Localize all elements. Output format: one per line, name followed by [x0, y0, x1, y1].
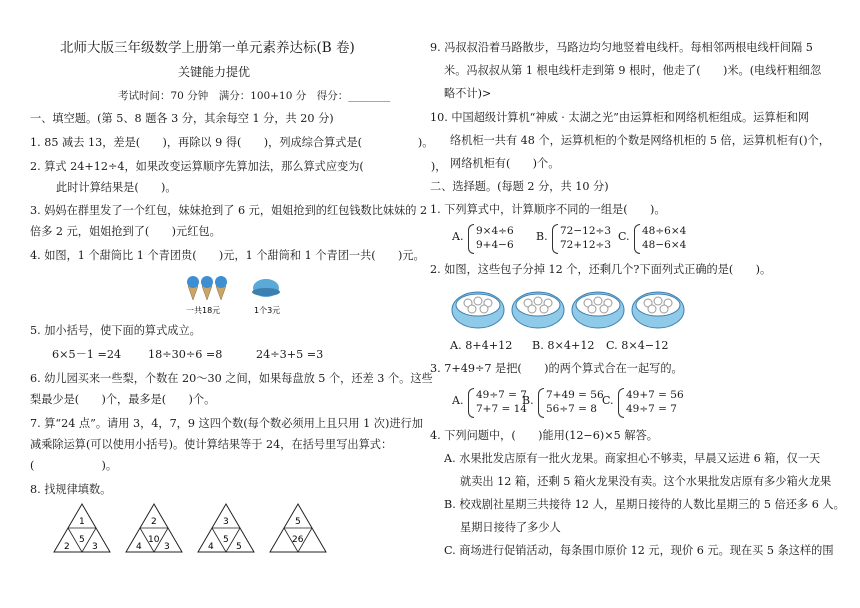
section2-heading: 二、选择题。(每题 2 分，共 10 分) [430, 180, 609, 193]
question-10-line2: 络机柜一共有 48 个，运算机柜的个数是网络机柜的 5 倍，运算机柜有()个， [450, 134, 830, 147]
c4-option-a-line1: A. 水果批发店原有一批火龙果。商家担心不够卖，早晨又运进 6 箱，仅一天 [444, 452, 821, 465]
c3-a-top: 49÷7 = 7 [476, 389, 527, 401]
icecream-caption: 一共18元 [186, 306, 221, 315]
c1-option-c-brace [634, 224, 640, 254]
question-5: 5. 加小括号，使下面的算式成立。 [30, 324, 201, 337]
question-4: 4. 如图，1 个甜筒比 1 个青团贵( )元，1 个甜筒和 1 个青团一共( )元。 [30, 249, 425, 262]
question-3-line1: 3. 妈妈在群里发了一个红包，妹妹抢到了 6 元，姐姐抢到的红包钱数比妹妹的 2 [30, 204, 428, 217]
tri3-right: 5 [236, 542, 242, 552]
tri4-top: 5 [295, 517, 301, 527]
q5-expr-3: 24÷3+5 =3 [256, 348, 324, 361]
question-3-line2: 倍多 2 元，姐姐抢到了( )元红包。 [30, 225, 221, 238]
c1-option-b-brace [552, 224, 558, 254]
triangle-pattern-figure [50, 502, 340, 554]
question-2-line2: 此时计算结果是( )。 [56, 181, 177, 194]
question-1: 1. 85 减去 13，差是( )，再除以 9 得( )，列成综合算式是( )。 [30, 136, 434, 149]
c3-option-a-brace [468, 388, 474, 418]
bun-basket-icon [512, 292, 564, 328]
tri1-top: 1 [79, 517, 85, 527]
c3-option-a-exprs [476, 388, 527, 416]
qingtuan-icon [252, 279, 280, 297]
c3-c-top: 49+7 = 56 [626, 389, 684, 401]
section1-heading: 一、填空题。(第 5、8 题各 3 分，其余每空 1 分，共 20 分) [30, 112, 334, 125]
c1-option-a-brace [468, 224, 474, 254]
bun-basket-icon [572, 292, 624, 328]
c4-option-c-line1: C. 商场进行促销活动，每条围巾原价 12 元，现价 6 元。现在买 5 条这样的围 [444, 544, 834, 557]
c1-c-bottom: 48−6×4 [642, 239, 687, 251]
bun-basket-icon [632, 292, 684, 328]
tri3-top: 3 [223, 517, 229, 527]
c3-option-a-label: A. [452, 394, 464, 407]
c2-option-b: B. 8×4+12 [532, 339, 595, 352]
c4-option-a-line2: 就卖出 12 箱，还剩 5 箱火龙果没有卖。这个水果批发店原有多少箱火龙果 [460, 475, 832, 488]
question-7-line3: ( )。 [30, 459, 118, 472]
question-6-line2: 梨最少是( )个，最多是( )个。 [30, 393, 216, 406]
question-10-line3: 网络机柜有( )个。 [450, 157, 560, 170]
tri2-center: 10 [148, 535, 160, 545]
c3-option-b-label: B. [522, 394, 534, 407]
triangle-4 [270, 504, 326, 552]
q5-expr-1: 6×5－1 =24 [52, 348, 122, 361]
c4-option-b-line1: B. 校戏剧社星期三共接待 12 人，星期日接待的人数比星期三的 5 倍还多 6 人。 [444, 498, 845, 511]
c3-b-bottom: 56÷7 = 8 [546, 403, 597, 415]
bun-basket-icon [452, 292, 504, 328]
c3-option-b-brace [538, 388, 544, 418]
c4-option-b-line2: 星期日接待了多少人 [460, 521, 561, 534]
bun-baskets-figure [450, 288, 690, 330]
c3-option-b-exprs [546, 388, 604, 416]
c1-b-bottom: 72+12÷3 [560, 239, 611, 251]
c3-option-c-label: C. [602, 394, 614, 407]
c2-option-a: A. 8+4+12 [450, 339, 513, 352]
c1-a-bottom: 9+4−6 [476, 239, 514, 251]
icecream-figure [180, 268, 290, 316]
c3-option-c-brace [618, 388, 624, 418]
tri2-right: 3 [164, 542, 170, 552]
choice-1: 1. 下列算式中，计算顺序不同的一组是( )。 [430, 203, 666, 216]
c3-a-bottom: 7+7 = 14 [476, 403, 527, 415]
c1-option-c-exprs [642, 224, 686, 252]
c3-b-top: 7+49 = 56 [546, 389, 604, 401]
triangle-1 [54, 504, 110, 552]
triangle-3 [198, 504, 254, 552]
qingtuan-caption: 1个3元 [254, 306, 281, 315]
page-title: 北师大版三年级数学上册第一单元素养达标(B 卷) [60, 40, 355, 56]
triangle-2 [126, 504, 182, 552]
c1-option-a-exprs [476, 224, 514, 252]
c1-c-top: 48÷6×4 [642, 225, 687, 237]
question-9-line2: 米。冯叔叔从第 1 根电线杆走到第 9 根时，他走了( )米。(电线杆粗细忽 [444, 64, 822, 77]
question-7-line2: 减乘除运算(可以使用小括号)。使计算结果等于 24，在括号里写出算式： [30, 438, 393, 451]
choice-4: 4. 下列问题中，( )能用(12−6)×5 解答。 [430, 429, 658, 442]
c1-option-c-label: C. [618, 230, 630, 243]
c3-c-bottom: 49÷7 = 7 [626, 403, 677, 415]
icecream-cone-icon [187, 276, 227, 300]
tri2-top: 2 [151, 517, 157, 527]
tri1-right: 3 [92, 542, 98, 552]
choice-2: 2. 如图，这些包子分掉 12 个，还剩几个?下面列式正确的是( )。 [430, 263, 772, 276]
tri4-center: 26 [292, 535, 304, 545]
question-8: 8. 找规律填数。 [30, 483, 112, 496]
c1-b-top: 72−12÷3 [560, 225, 611, 237]
choice-3: 3. 7+49÷7 是把( )的两个算式合在一起写的。 [430, 362, 683, 375]
c3-option-c-exprs [626, 388, 684, 416]
c1-option-b-label: B. [536, 230, 548, 243]
question-7-line1: 7. 算“24 点”。请用 3，4，7，9 这四个数(每个数必须用上且只用 1 次)进行加 [30, 417, 423, 430]
tri2-left: 4 [136, 542, 142, 552]
c2-option-c: C. 8×4−12 [606, 339, 669, 352]
question-9-line1: 9. 冯叔叔沿着马路散步，马路边均匀地竖着电线杆。每相邻两根电线杆间隔 5 [430, 41, 813, 54]
question-6-line1: 6. 幼儿园买来一些梨，个数在 20～30 之间，如果每盘放 5 个，还差 3 个。这些 [30, 372, 433, 385]
tri1-center: 5 [79, 535, 85, 545]
question-2-line1: 2. 算式 24+12÷4，如果改变运算顺序先算加法，那么算式应变为( )， [30, 160, 447, 173]
q5-expr-2: 18÷30÷6 =8 [148, 348, 223, 361]
tri3-center: 5 [223, 535, 229, 545]
exam-meta: 考试时间：70 分钟 满分：100+10 分 得分：________ [118, 90, 391, 102]
c1-option-a-label: A. [452, 230, 464, 243]
question-10-line1: 10. 中国超级计算机“神威 · 太湖之光”由运算柜和网络机柜组成。运算柜和网 [430, 111, 810, 124]
tri1-left: 2 [64, 542, 70, 552]
question-9-line3: 略不计)> [444, 87, 492, 100]
c1-a-top: 9×4÷6 [476, 225, 514, 237]
tri3-left: 4 [208, 542, 214, 552]
c1-option-b-exprs [560, 224, 611, 252]
page-subtitle: 关键能力提优 [178, 65, 251, 79]
